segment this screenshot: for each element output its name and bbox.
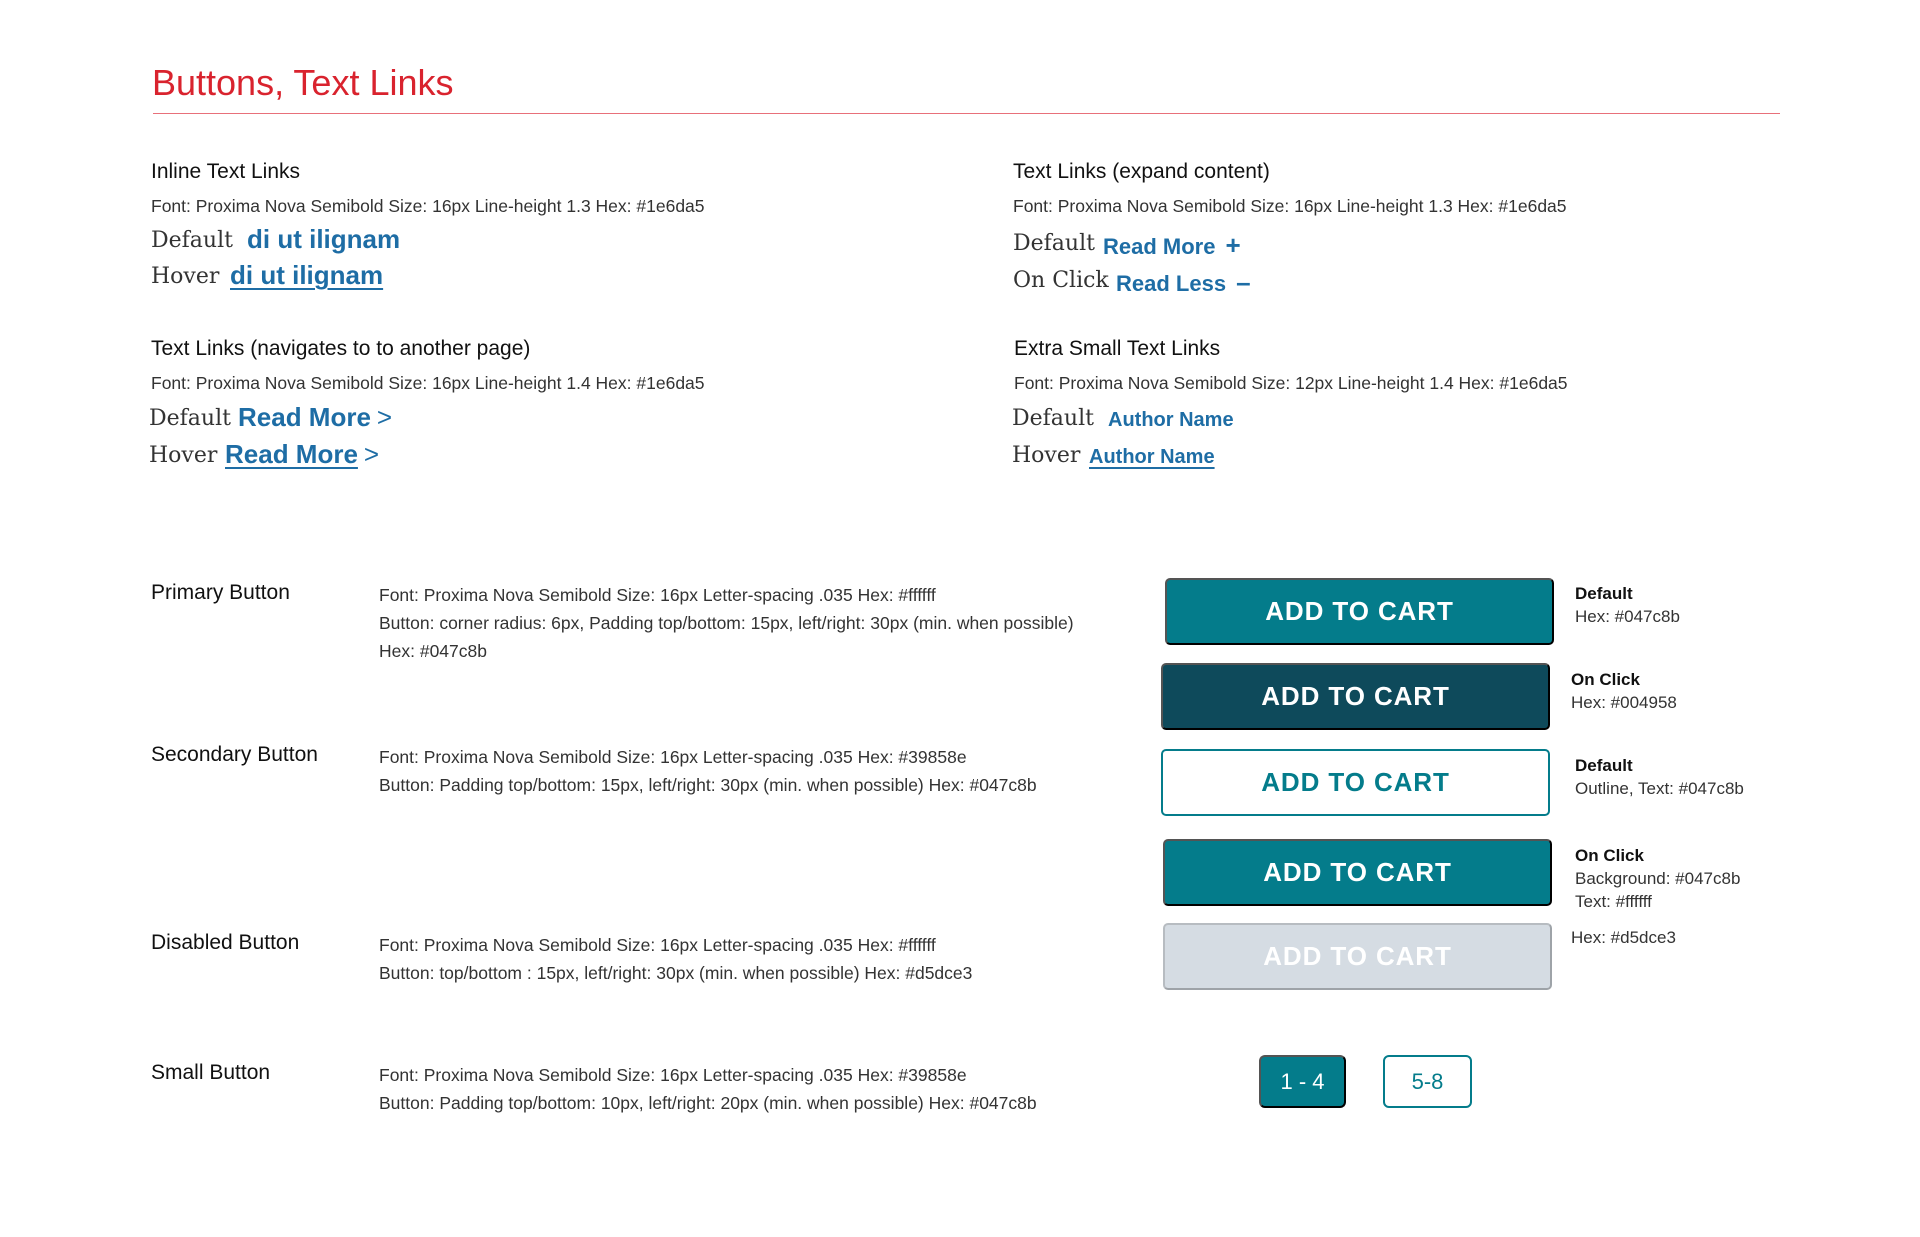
page-title: Buttons, Text Links	[152, 62, 454, 103]
minus-icon: –	[1236, 267, 1251, 297]
disabled-button-heading: Disabled Button	[151, 931, 300, 954]
expand-links-heading: Text Links (expand content)	[1013, 160, 1270, 183]
page-1-4-button[interactable]: 1 - 4	[1259, 1055, 1346, 1108]
expand-click-label: On Click	[1013, 268, 1109, 293]
xs-hover-label: Hover	[1012, 443, 1081, 468]
read-more-expand-link[interactable]	[1103, 230, 1241, 261]
author-name-link[interactable]: Author Name	[1108, 409, 1234, 431]
expand-default-label: Default	[1013, 231, 1095, 256]
add-to-cart-secondary-button[interactable]: ADD TO CART	[1161, 749, 1550, 816]
inline-default-link[interactable]: di ut ilignam	[247, 224, 401, 254]
add-to-cart-secondary-click-button[interactable]: ADD TO CART	[1163, 839, 1552, 906]
secondary-default-note: Default Outline, Text: #047c8b	[1575, 756, 1744, 798]
nav-links-heading: Text Links (navigates to to another page)	[151, 337, 531, 360]
title-divider	[153, 113, 1780, 114]
read-more-nav-link[interactable]	[238, 402, 392, 433]
author-name-hover-link[interactable]: Author Name	[1089, 446, 1215, 468]
xs-links-heading: Extra Small Text Links	[1014, 337, 1221, 360]
read-less-link[interactable]	[1116, 267, 1251, 298]
read-less-text: Read Less	[1116, 271, 1227, 296]
disabled-button-spec: Font: Proxima Nova Semibold Size: 16px Letter-spacing .035 Hex: #ffffff Button: top/bottom : 15px, left/right: 30px (min. when possible) Hex: #d5dce3	[379, 935, 973, 983]
secondary-click-note: On Click Background: #047c8b Text: #ffffff	[1575, 846, 1741, 911]
inline-default-label: Default	[151, 228, 233, 253]
read-more-nav-hover-text: Read More	[225, 439, 358, 469]
inline-links-spec: Font: Proxima Nova Semibold Size: 16px Line-height 1.3 Hex: #1e6da5	[151, 196, 705, 216]
primary-button-heading: Primary Button	[151, 581, 290, 604]
chevron-right-icon: >	[376, 402, 393, 432]
read-more-nav-hover-link[interactable]	[225, 439, 379, 470]
read-more-nav-text: Read More	[238, 402, 371, 432]
add-to-cart-primary-click-button[interactable]: ADD TO CART	[1161, 663, 1550, 730]
expand-links-spec: Font: Proxima Nova Semibold Size: 16px Line-height 1.3 Hex: #1e6da5	[1013, 196, 1567, 216]
primary-button-spec: Font: Proxima Nova Semibold Size: 16px Letter-spacing .035 Hex: #ffffff Button: corner radius: 6px, Padding top/bottom: 15px, left/right: 30px (min. when possible) Hex: #047c8b	[379, 585, 1074, 661]
small-button-spec: Font: Proxima Nova Semibold Size: 16px Letter-spacing .035 Hex: #39858e Button: Padding top/bottom: 10px, left/right: 20px (min. when possible) Hex: #047c8b	[379, 1065, 1037, 1113]
plus-icon: +	[1225, 230, 1241, 260]
nav-default-label: Default	[149, 406, 231, 431]
small-button-heading: Small Button	[151, 1061, 271, 1084]
inline-links-heading: Inline Text Links	[151, 160, 301, 183]
add-to-cart-disabled-button: ADD TO CART	[1163, 923, 1552, 990]
secondary-button-spec: Font: Proxima Nova Semibold Size: 16px Letter-spacing .035 Hex: #39858e Button: Padding top/bottom: 15px, left/right: 30px (min. when possible) Hex: #047c8b	[379, 747, 1037, 795]
chevron-right-icon: >	[363, 439, 380, 469]
read-more-expand-text: Read More	[1103, 234, 1216, 259]
primary-click-note: On Click Hex: #004958	[1571, 670, 1677, 712]
primary-default-note: Default Hex: #047c8b	[1575, 584, 1680, 626]
xs-default-label: Default	[1012, 406, 1094, 431]
nav-links-spec: Font: Proxima Nova Semibold Size: 16px Line-height 1.4 Hex: #1e6da5	[151, 373, 705, 393]
inline-hover-label: Hover	[151, 264, 220, 289]
add-to-cart-primary-button[interactable]: ADD TO CART	[1165, 578, 1554, 645]
xs-links-spec: Font: Proxima Nova Semibold Size: 12px Line-height 1.4 Hex: #1e6da5	[1014, 373, 1568, 393]
inline-hover-link[interactable]: di ut ilignam	[230, 260, 384, 290]
disabled-note: Hex: #d5dce3	[1571, 928, 1676, 947]
page-5-8-button[interactable]: 5-8	[1383, 1055, 1472, 1108]
nav-hover-label: Hover	[149, 443, 218, 468]
secondary-button-heading: Secondary Button	[151, 743, 318, 766]
